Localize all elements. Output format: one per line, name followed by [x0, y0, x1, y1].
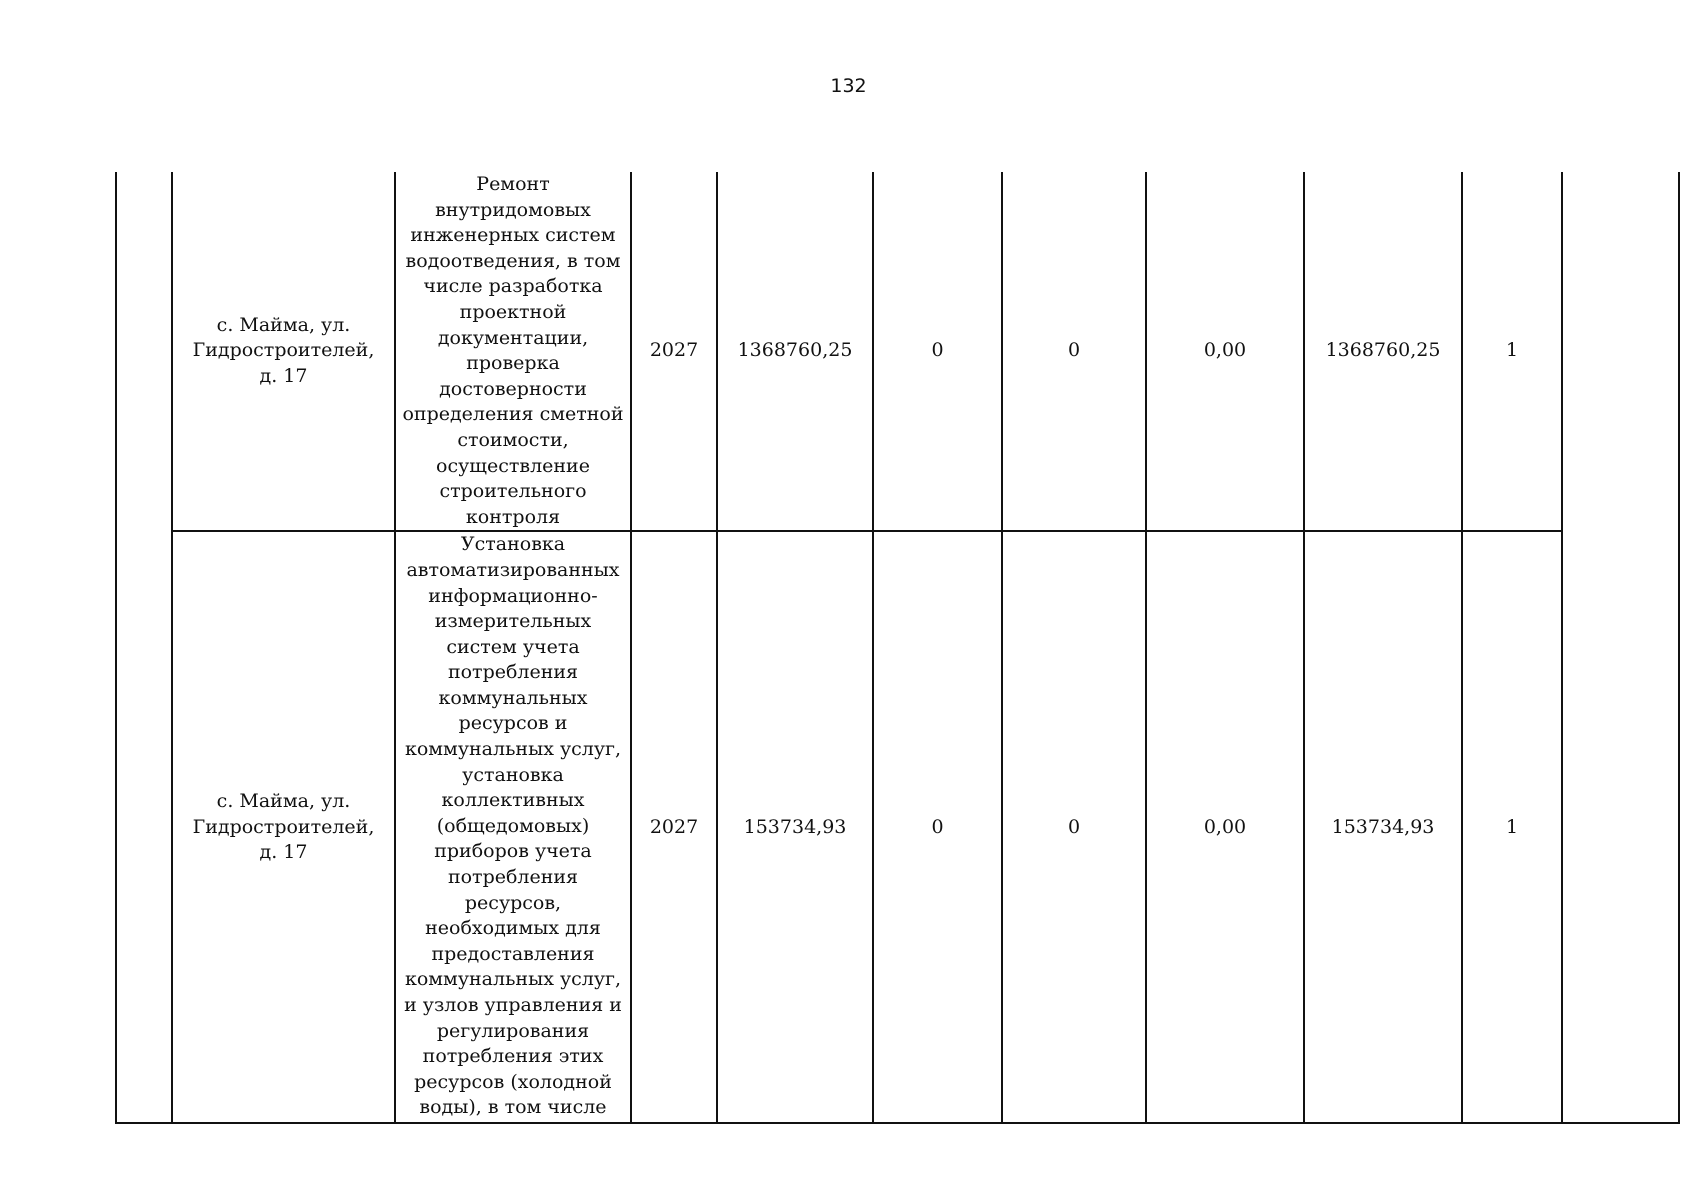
- address-text: с. Майма, ул. Гидростроителей, д. 17: [192, 789, 375, 864]
- work-type-cell: [395, 531, 631, 1123]
- table-row: [116, 172, 1679, 531]
- regional-cell: 0,00: [1146, 172, 1304, 531]
- federal-cell: 0: [1002, 172, 1146, 531]
- address-text: с. Майма, ул. Гидростроителей, д. 17: [192, 313, 375, 387]
- work-type-text: Установка автоматизированных информационно-измерительных систем учета потребления коммунальных ресурсов и коммунальных услуг, установка коллективных (общедомовых) приборов учета потребления ресурсов, необходимых для предоставления коммунальных услуг, и узлов управления и регулирования потребления этих ресурсов (холодной воды), в том числе: [404, 533, 622, 1119]
- total-cost-cell: 1368760,25: [717, 172, 873, 531]
- federal-cell: 0: [1002, 531, 1146, 1123]
- year-cell: 2027: [631, 531, 717, 1123]
- count-cell: 1: [1462, 531, 1562, 1123]
- work-type-text: Ремонт внутридомовых инженерных систем водоотведения, в том числе разработка проектной документации, проверка достоверности определения сметной стоимости, осуществление строительного контроля: [402, 173, 624, 528]
- regional-cell: 0,00: [1146, 531, 1304, 1123]
- year-cell: 2027: [631, 172, 717, 531]
- fund-cell: 0: [873, 531, 1002, 1123]
- count-cell: 1: [1462, 172, 1562, 531]
- works-table: [115, 172, 1680, 1124]
- address-cell: [172, 531, 395, 1123]
- last-column-cell: [1562, 172, 1679, 1123]
- fund-cell: 0: [873, 172, 1002, 531]
- owners-funds-cell: 1368760,25: [1304, 172, 1462, 531]
- total-cost-cell: 153734,93: [717, 531, 873, 1123]
- work-type-cell: [395, 172, 631, 531]
- address-cell: [172, 172, 395, 531]
- row-number-cell: [116, 172, 172, 1123]
- table-row: [116, 531, 1679, 1123]
- page-number: 132: [830, 75, 867, 97]
- owners-funds-cell: 153734,93: [1304, 531, 1462, 1123]
